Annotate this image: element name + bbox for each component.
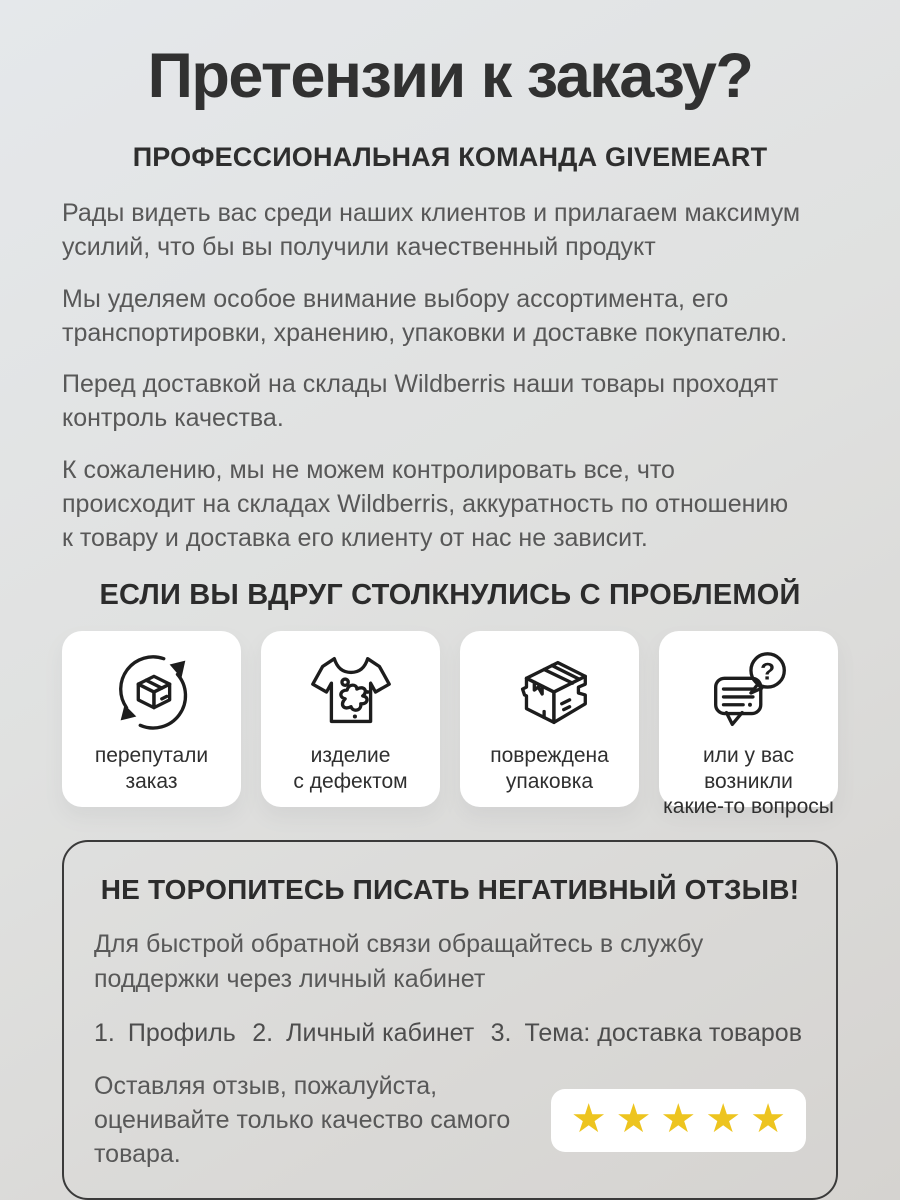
damaged-box-icon <box>501 643 599 741</box>
step-topic-delivery <box>491 1019 802 1048</box>
card-label-line: какие-то вопросы <box>663 795 834 819</box>
intro-paragraph-4: К сожалению, мы не можем контролировать все, что происходит на складах Wildberris, аккуратность по отношению к товару и доставка его клиенту от нас не зависит. <box>62 455 789 552</box>
intro-paragraph-1: Рады видеть вас среди наших клиентов и прилагаем максимум усилий, что бы вы получили качественный продукт <box>62 199 801 262</box>
feedback-heading: НЕ ТОРОПИТЕСЬ ПИСАТЬ НЕГАТИВНЫЙ ОТЗЫВ! <box>100 874 800 906</box>
review-note-row <box>94 1069 806 1172</box>
star-icon: ★ <box>660 1095 697 1142</box>
card-damaged-packaging <box>460 631 639 807</box>
card-label-line: повреждена <box>490 744 609 768</box>
feedback-box <box>62 840 838 1199</box>
card-label-line: изделие <box>310 744 391 768</box>
team-subtitle: ПРОФЕССИОНАЛЬНАЯ КОМАНДА GIVEMEART <box>132 142 768 172</box>
step-number: 1. <box>94 1018 115 1047</box>
step-personal-account <box>252 1019 474 1048</box>
page-title: Претензии к заказу? <box>147 41 753 111</box>
swap-box-icon <box>103 643 201 741</box>
question-mark-glyph: ? <box>759 658 775 686</box>
step-label: Личный кабинет <box>286 1018 475 1047</box>
intro-paragraph-3: Перед доставкой на склады Wildberris наши товары проходят контроль качества. <box>62 370 779 433</box>
card-label-line: с дефектом <box>293 769 408 793</box>
star-icon: ★ <box>615 1095 652 1142</box>
star-icon: ★ <box>705 1095 742 1142</box>
review-note: Оставляя отзыв, пожалуйста, оценивайте только качество самого товара. <box>94 1071 511 1169</box>
step-profile <box>94 1019 236 1048</box>
tshirt-defect-icon <box>302 643 400 741</box>
card-label-line: упаковка <box>505 769 594 793</box>
card-label-wrong-order <box>95 743 208 794</box>
support-steps <box>94 1019 806 1048</box>
card-wrong-order <box>62 631 241 807</box>
step-number: 3. <box>490 1018 512 1047</box>
card-label-defect-item <box>293 743 407 794</box>
step-number: 2. <box>252 1018 274 1047</box>
card-label-line: заказ <box>125 769 178 793</box>
card-label-line: перепутали <box>94 744 209 768</box>
card-other-questions <box>659 631 838 819</box>
card-label-damaged-packaging <box>490 743 609 794</box>
problem-cards-row <box>62 631 838 819</box>
intro-paragraph-2: Мы уделяем особое внимание выбору ассортимента, его транспортировки, хранению, упаковки и доставке покупателю. <box>62 284 788 347</box>
card-label-line: или у вас возникли <box>703 744 794 793</box>
five-star-rating <box>551 1089 806 1152</box>
card-label-other-questions <box>659 743 838 820</box>
question-chat-icon <box>700 643 798 741</box>
star-icon: ★ <box>750 1095 786 1142</box>
feedback-text: Для быстрой обратной связи обращайтесь в службу поддержки через личный кабинет <box>94 930 704 993</box>
step-label: Профиль <box>127 1018 236 1047</box>
problems-heading: ЕСЛИ ВЫ ВДРУГ СТОЛКНУЛИСЬ С ПРОБЛЕМОЙ <box>99 579 801 612</box>
step-label: Тема: доставка товаров <box>524 1018 802 1047</box>
star-icon: ★ <box>570 1095 607 1142</box>
card-defect-item <box>261 631 440 807</box>
